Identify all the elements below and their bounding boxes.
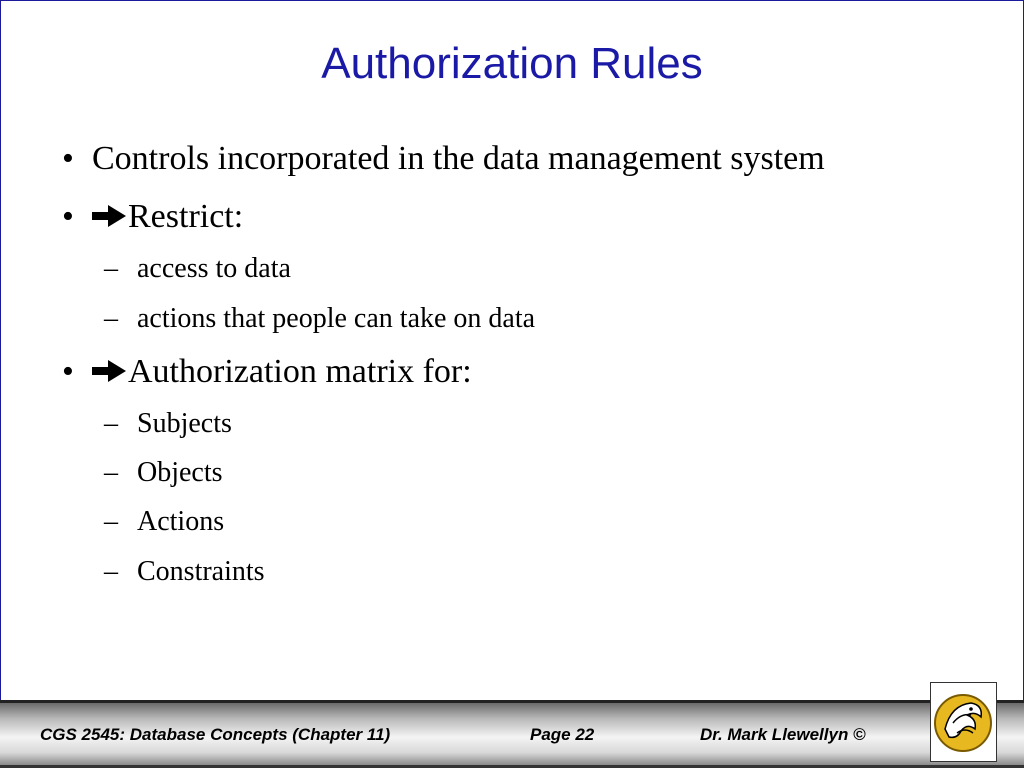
dash-marker: – <box>104 556 118 587</box>
sub-bullet-text: Constraints <box>137 556 265 587</box>
bullet-marker: • <box>62 140 74 177</box>
bullet-text: Authorization matrix for: <box>128 353 472 390</box>
sub-bullet-text: access to data <box>137 253 291 284</box>
pegasus-logo-icon <box>931 683 996 761</box>
sub-bullet-text: actions that people can take on data <box>137 303 536 334</box>
sub-bullet-text: Objects <box>137 457 223 488</box>
sub-bullet-text: Subjects <box>137 408 232 439</box>
footer-author: Dr. Mark Llewellyn © <box>700 725 866 744</box>
dash-marker: – <box>104 506 118 537</box>
sub-bullet-text: Actions <box>137 506 225 537</box>
dash-marker: – <box>104 303 118 334</box>
dash-marker: – <box>104 253 118 284</box>
bullet-marker: • <box>62 198 74 235</box>
right-arrow-icon <box>92 360 126 382</box>
dash-marker: – <box>104 457 118 488</box>
bullet-text: Restrict: <box>128 198 244 235</box>
footer-course: CGS 2545: Database Concepts (Chapter 11) <box>40 725 391 744</box>
slide-title: Authorization Rules <box>321 39 703 88</box>
dash-marker: – <box>104 408 118 439</box>
bullet-marker: • <box>62 353 74 390</box>
bullet-text: Controls incorporated in the data management system <box>92 140 825 177</box>
logo-frame <box>930 682 997 762</box>
footer-page-number: Page 22 <box>530 725 595 744</box>
right-arrow-icon <box>92 205 126 227</box>
